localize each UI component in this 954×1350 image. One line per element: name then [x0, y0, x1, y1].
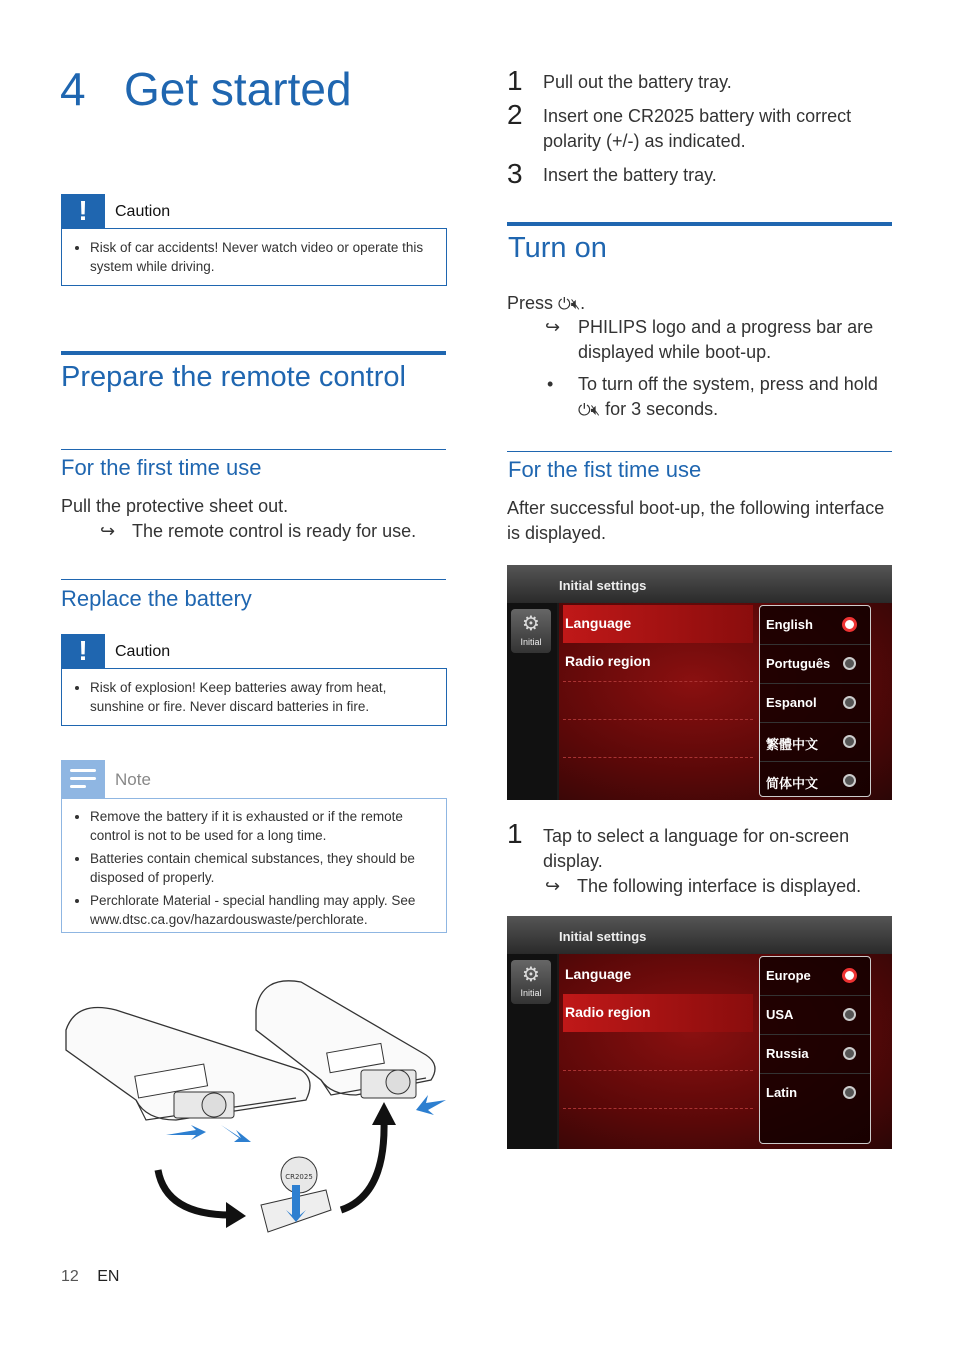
radio-icon [843, 1086, 856, 1099]
language-step-result [545, 874, 861, 899]
subsection-rule [61, 449, 446, 450]
caution-header [61, 194, 446, 229]
setting-row-empty [563, 681, 753, 720]
subsection-rule [507, 451, 892, 452]
first-time-result-text: The remote control is ready for use. [132, 521, 417, 541]
mute-icon: 🔇︎ [590, 402, 601, 419]
caution-label: Caution [115, 643, 171, 660]
turn-off-duration: for 3 seconds. [605, 399, 719, 419]
setting-row-radio-region[interactable]: Radio region [563, 643, 753, 682]
initial-tab-label: Initial [520, 988, 542, 998]
step-text: Pull out the battery tray. [543, 72, 732, 92]
region-option[interactable]: Latin [760, 1074, 870, 1112]
press-text: Press [507, 293, 554, 313]
initial-settings-screen-language [507, 565, 892, 800]
turn-off-bullet [545, 372, 890, 423]
initial-tab-button[interactable] [511, 609, 551, 653]
page-number: 12 [61, 1268, 79, 1285]
step-number: 1 [507, 65, 523, 96]
battery-steps [507, 67, 892, 188]
power-icon: ⏻ [558, 296, 571, 313]
screen-header [507, 565, 892, 603]
region-option[interactable]: Russia [760, 1035, 870, 1074]
screen-sidebar [507, 603, 557, 800]
setting-row-language[interactable]: Language [563, 956, 753, 995]
setting-row-radio-region[interactable]: Radio region [563, 994, 753, 1032]
power-icon: ⏻ [578, 402, 591, 419]
screen-sidebar [507, 954, 557, 1149]
language-step [507, 820, 892, 874]
section-title-prepare: Prepare the remote control [61, 361, 406, 393]
radio-icon [843, 1047, 856, 1060]
step-number: 3 [507, 158, 523, 189]
radio-selected-icon [843, 618, 856, 631]
language-option[interactable]: 繁體中文 [760, 723, 870, 762]
first-time-text: Pull the protective sheet out. [61, 496, 289, 516]
radio-icon [843, 696, 856, 709]
turn-on-result [545, 315, 890, 365]
note-item: • Batteries contain chemical substances, they should be disposed of properly. [90, 849, 432, 887]
first-time-result [100, 519, 416, 544]
chapter-number: 4 [60, 63, 86, 115]
language-option[interactable]: English [760, 606, 870, 645]
caution-box [61, 668, 447, 726]
language-step-result-text: The following interface is displayed. [577, 876, 862, 896]
subsection-rule [61, 579, 446, 580]
language-option[interactable]: Português [760, 645, 870, 684]
region-options-list [759, 956, 871, 1144]
setting-row-empty [563, 719, 753, 758]
bullet: • [547, 374, 554, 394]
radio-icon [843, 657, 856, 670]
page-footer [61, 1268, 119, 1286]
step-text: Insert one CR2025 battery with correct polarity (+/-) as indicated. [543, 106, 852, 151]
note-icon [61, 760, 105, 798]
initial-tab-label: Initial [520, 637, 542, 647]
setting-row-language[interactable]: Language [563, 605, 753, 643]
page-language: EN [97, 1268, 120, 1285]
battery-replacement-illustration [56, 970, 451, 1245]
screen-header-text: Initial settings [559, 578, 647, 593]
caution-label: Caution [115, 203, 171, 220]
initial-settings-screen-region [507, 916, 892, 1149]
result-arrow-icon: ↪ [545, 876, 561, 896]
step-number: 2 [507, 99, 523, 130]
note-item: • Remove the battery if it is exhausted or if the remote control is not to be used for a long time. [90, 807, 432, 845]
fist-time-text: After successful boot-up, the following interface is displayed. [507, 498, 885, 543]
radio-icon [843, 774, 856, 787]
radio-icon [843, 735, 856, 748]
chapter-title-text: Get started [124, 63, 352, 115]
note-label: Note [115, 770, 151, 789]
language-option[interactable]: Espanol [760, 684, 870, 723]
turn-on-result-text: PHILIPS logo and a progress bar are displayed while boot-up. [578, 317, 874, 362]
step-item [507, 67, 892, 95]
battery-tray-illustration [261, 1157, 331, 1232]
radio-icon [843, 1008, 856, 1021]
mute-icon: 🔇︎ [570, 296, 581, 313]
subsection-title-first-time: For the first time use [61, 455, 262, 480]
caution-item: • Risk of car accidents! Never watch video or operate this system while driving. [90, 238, 432, 276]
subsection-title-battery: Replace the battery [61, 586, 252, 611]
step-text: Tap to select a language for on-screen display. [543, 826, 850, 871]
result-arrow-icon: ↪ [100, 521, 116, 541]
step-number: 1 [507, 818, 523, 849]
screen-header [507, 916, 892, 954]
section-rule [61, 351, 446, 355]
caution-box [61, 228, 447, 286]
setting-row-empty [563, 1070, 753, 1109]
exclamation-icon: ! [61, 634, 105, 668]
turn-on-instruction: Press ⏻🔇︎. [507, 293, 586, 313]
gear-icon: ⚙ [522, 613, 540, 635]
screen-header-text: Initial settings [559, 929, 647, 944]
step-item [507, 101, 892, 154]
gear-icon: ⚙ [522, 964, 540, 986]
step-text: Insert the battery tray. [543, 165, 717, 185]
exclamation-icon: ! [61, 194, 105, 228]
region-option[interactable]: USA [760, 996, 870, 1035]
language-option[interactable]: 简体中文 [760, 762, 870, 800]
subsection-title-fist-time: For the fist time use [508, 457, 702, 482]
note-box [61, 798, 447, 933]
section-rule [507, 222, 892, 226]
note-item: • Perchlorate Material - special handling may apply. See www.dtsc.ca.gov/hazardouswaste/perchlorate. [90, 891, 432, 929]
section-title-turn-on: Turn on [508, 232, 607, 264]
svg-text:CR2025: CR2025 [285, 1173, 313, 1181]
chapter-title [60, 62, 352, 116]
caution-item: • Risk of explosion! Keep batteries away from heat, sunshine or fire. Never discard batteries in fire. [90, 678, 432, 716]
region-option[interactable]: Europe [760, 957, 870, 996]
setting-row-empty [563, 1032, 753, 1071]
result-arrow-icon: ↪ [545, 317, 561, 337]
initial-tab-button[interactable] [511, 960, 551, 1004]
step-item [507, 160, 892, 188]
caution-header [61, 634, 446, 669]
radio-selected-icon [843, 969, 856, 982]
turn-off-text: To turn off the system, press and hold [578, 374, 878, 394]
language-options-list [759, 605, 871, 797]
note-header [61, 760, 446, 799]
